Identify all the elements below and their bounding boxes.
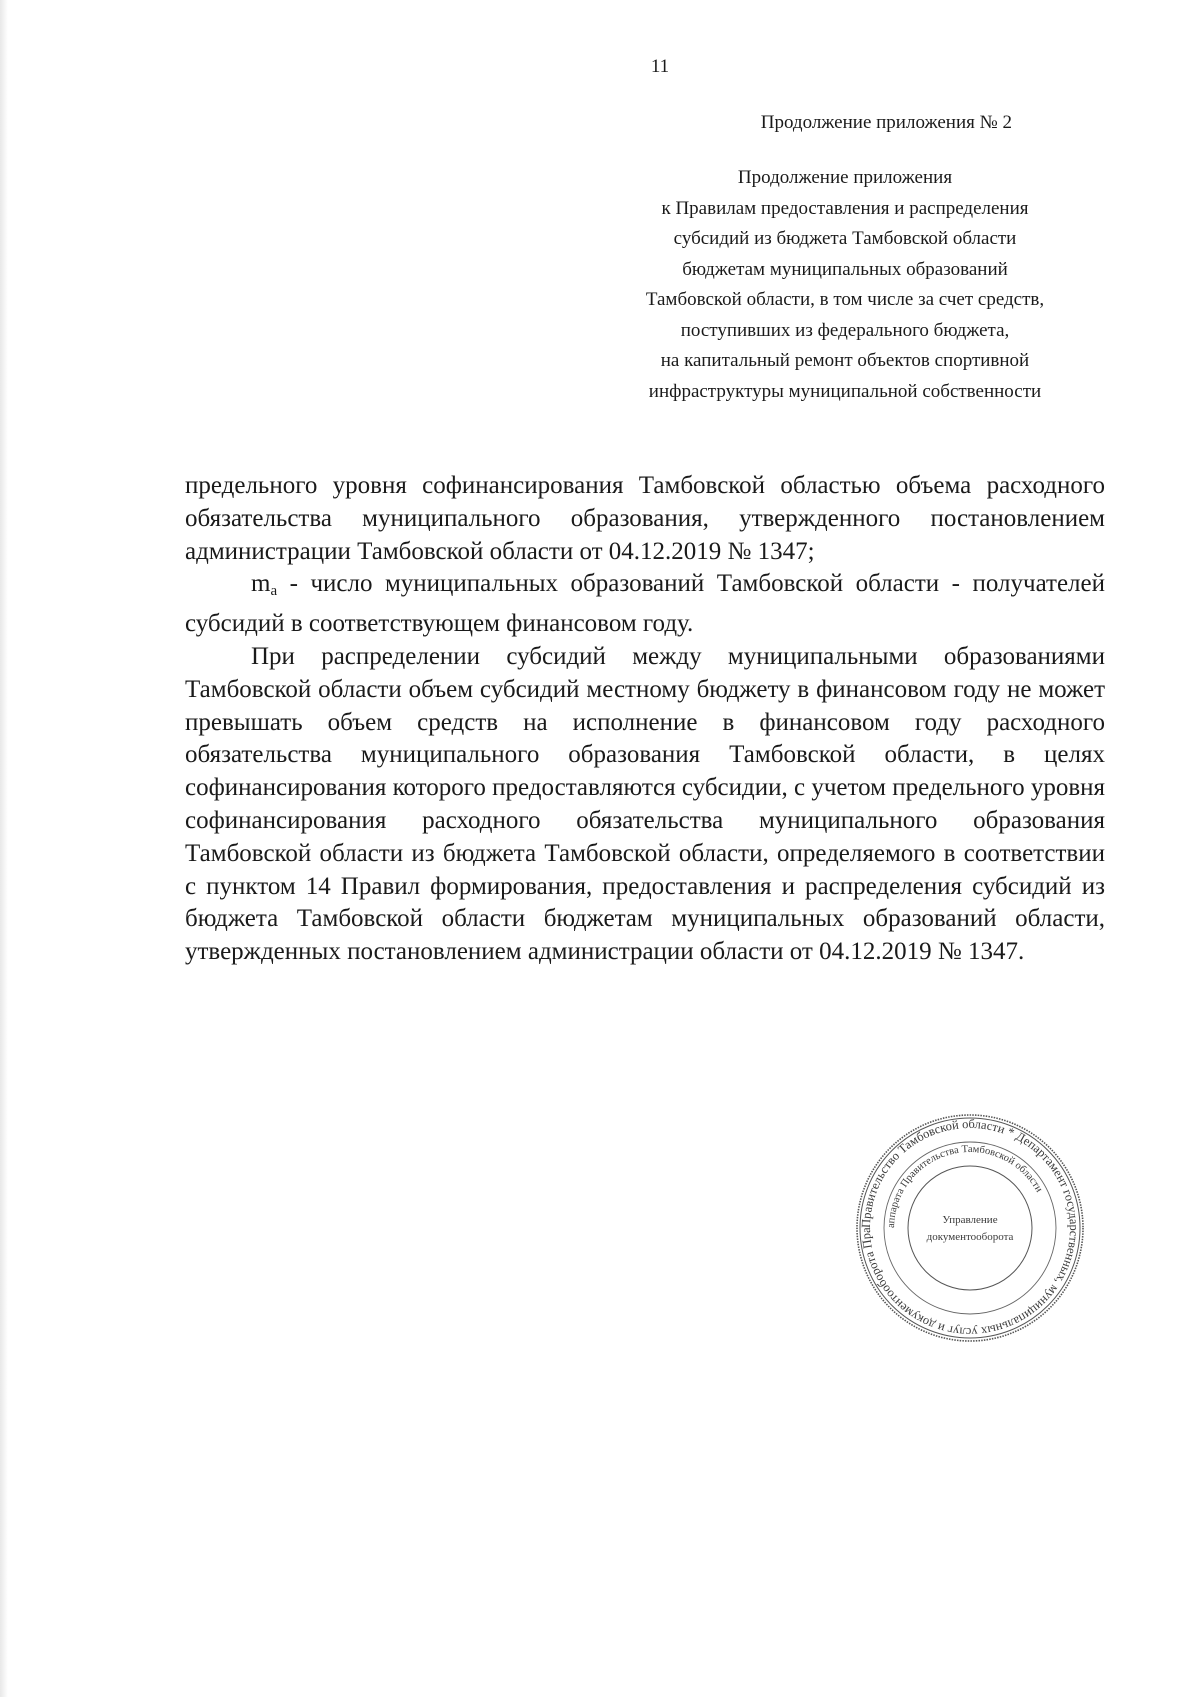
paragraph-distribution-rule: При распределении субсидий между муниципальными образованиями Тамбовской области объем субсидий местному бюджету в финансовом году не может превышать объем средств на исполнение в финансовом году расходного обязательства муниципального образования Тамбовской области, в целях софинансирования которого предоставляются субсидии, с учетом предельного уровня софинансирования расходного обязательства муниципального образования Тамбовской области из бюджета Тамбовской области, определяемого в соответствии с пунктом 14 Правил формирования, предоставления и распределения субсидий из бюджета Тамбовской области бюджетам муниципальных образований области, утвержденных постановлением администрации области от 04.12.2019 № 1347. (185, 642, 1105, 966)
stamp-inner-text: аппарата Правительства Тамбовской области (885, 1143, 1045, 1229)
header-line: поступивших из федерального бюджета, (680, 319, 1010, 341)
variable-definition-text: - число муниципальных образований Тамбовской области - получателей субсидий в соответствующем финансовом году. (185, 570, 1105, 638)
attachment-label: Продолжение приложения № 2 (760, 112, 1012, 133)
stamp-center-line-2: документооборота (926, 1231, 1014, 1243)
header-line: на капитальный ремонт объектов спортивной (660, 350, 1030, 371)
variable-subscript: а (270, 583, 278, 600)
header-line: субсидий из бюджета Тамбовской области (673, 228, 1017, 249)
variable-symbol: m (251, 570, 271, 598)
page-number: 11 (650, 56, 670, 77)
stamp-outer-text: Правительство Тамбовской области * Департамент государственных, муниципальных услуг и документооборота Пра (858, 1116, 1082, 1340)
official-stamp (855, 1113, 1085, 1343)
stamp-center-line-1: Управление (942, 1214, 998, 1226)
header-line: к Правилам предоставления и распределения (661, 197, 1029, 219)
scan-edge (0, 0, 8, 1697)
paragraph-variable-definition (185, 568, 1105, 641)
header-line: инфраструктуры муниципальной собственности (648, 380, 1042, 402)
stamp-graphic (855, 1113, 1085, 1343)
header-line: Продолжение приложения (737, 167, 953, 188)
header-line: бюджетам муниципальных образований (682, 258, 1008, 280)
attachment-header (580, 163, 1110, 407)
header-line: Тамбовской области, в том числе за счет средств, (645, 289, 1045, 310)
document-body (185, 470, 1105, 969)
paragraph-continuation: предельного уровня софинансирования Тамбовской областью объема расходного обязательства муниципального образования, утвержденного постановлением администрации Тамбовской области от 04.12.2019 № 1347; (185, 472, 1105, 565)
